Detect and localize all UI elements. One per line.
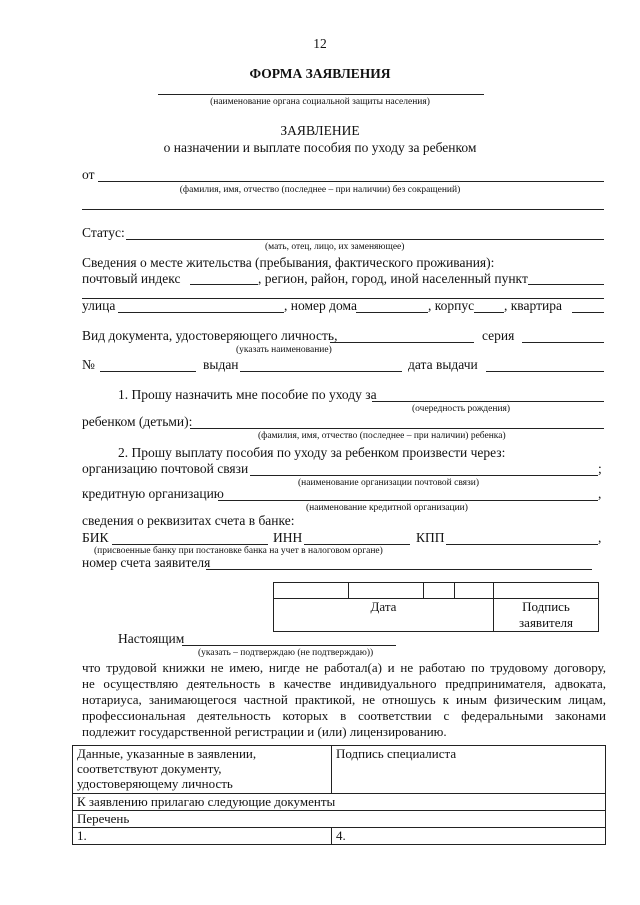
statement-subtitle: о назначении и выплате пособия по уходу за ребенком bbox=[163, 140, 477, 155]
building-label: , корпус bbox=[428, 298, 475, 313]
signature-header: Подпись заявителя bbox=[494, 599, 599, 632]
attached-docs-row: К заявлению прилагаю следующие документы bbox=[73, 794, 606, 811]
issued-label: выдан bbox=[203, 357, 239, 372]
declaration-line-5: подлежит государственной регистрации и (или) лицензированию. bbox=[82, 724, 447, 739]
account-field[interactable] bbox=[206, 569, 592, 570]
house-label: , номер дома bbox=[284, 298, 357, 313]
account-label: номер счета заявителя bbox=[82, 555, 211, 570]
series-field[interactable] bbox=[522, 342, 604, 343]
post-org-field[interactable] bbox=[250, 475, 598, 476]
issue-date-field[interactable] bbox=[486, 371, 604, 372]
postal-index-field[interactable] bbox=[190, 284, 258, 285]
credit-org-label: кредитную организацию bbox=[82, 486, 224, 501]
id-doc-caption: (указать наименование) bbox=[236, 345, 332, 355]
list-item-1[interactable]: 1. bbox=[73, 828, 332, 845]
date-header: Дата bbox=[274, 599, 494, 632]
specialist-table bbox=[72, 745, 606, 845]
list-item-4[interactable]: 4. bbox=[332, 828, 606, 845]
inn-field[interactable] bbox=[304, 544, 410, 545]
page-number: 12 bbox=[313, 36, 327, 51]
fio-caption: (фамилия, имя, отчество (последнее – при наличии) без сокращений) bbox=[179, 185, 461, 195]
date-cell-1[interactable] bbox=[274, 583, 349, 599]
date-cell-3[interactable] bbox=[424, 583, 455, 599]
status-caption: (мать, отец, лицо, их заменяющее) bbox=[265, 242, 405, 252]
post-org-label: организацию почтовой связи bbox=[82, 461, 249, 476]
number-field[interactable] bbox=[100, 371, 196, 372]
comma-2: , bbox=[598, 530, 602, 545]
child-label: ребенком (детьми): bbox=[82, 414, 193, 429]
bank-details-label: сведения о реквизитах счета в банке: bbox=[82, 513, 295, 528]
id-doc-label: Вид документа, удостоверяющего личность, bbox=[82, 328, 338, 343]
date-cell-4[interactable] bbox=[455, 583, 494, 599]
issue-date-label: дата выдачи bbox=[408, 357, 478, 372]
date-cell-2[interactable] bbox=[349, 583, 424, 599]
id-doc-field[interactable] bbox=[330, 342, 474, 343]
data-match-cell: Данные, указанные в заявлении, соответствуют документу, удостоверяющему личность bbox=[73, 746, 332, 794]
house-field[interactable] bbox=[356, 312, 428, 313]
org-caption: (наименование органа социальной защиты населения) bbox=[210, 97, 430, 107]
declaration-line-2: не осуществляю деятельность в качестве индивидуального предпринимателя, адвоката, bbox=[82, 676, 606, 691]
building-field[interactable] bbox=[474, 312, 504, 313]
child-caption: (фамилия, имя, отчество (последнее – при наличии) ребенка) bbox=[258, 431, 506, 441]
birth-order-caption: (очередность рождения) bbox=[412, 404, 511, 414]
region-field[interactable] bbox=[528, 284, 604, 285]
region-label: , регион, район, город, иной населенный пункт bbox=[258, 271, 528, 286]
inn-label: ИНН bbox=[273, 530, 303, 545]
bik-label: БИК bbox=[82, 530, 109, 545]
list-row: Перечень bbox=[73, 811, 606, 828]
residence-label: Сведения о месте жительства (пребывания, фактического проживания): bbox=[82, 255, 495, 270]
p2-text: 2. Прошу выплату пособия по уходу за ребенком произвести через: bbox=[118, 445, 506, 460]
bik-field[interactable] bbox=[112, 544, 268, 545]
date-signature-table bbox=[273, 582, 599, 632]
declaration-line-3: нотариуса, занимающегося частной практикой, не отношусь к иным физическим лицам, bbox=[82, 692, 606, 707]
fio-field-2[interactable] bbox=[82, 209, 604, 210]
series-label: серия bbox=[482, 328, 515, 343]
org-name-field[interactable] bbox=[158, 94, 484, 95]
specialist-signature-cell[interactable] bbox=[332, 746, 606, 794]
hereby-label: Настоящим bbox=[118, 631, 185, 646]
postal-index-label: почтовый индекс bbox=[82, 271, 181, 286]
from-label: от bbox=[82, 167, 95, 182]
specialist-signature-label: Подпись специалиста bbox=[336, 746, 457, 761]
apartment-label: , квартира bbox=[504, 298, 562, 313]
credit-org-field[interactable] bbox=[218, 500, 598, 501]
status-field[interactable] bbox=[126, 239, 604, 240]
declaration-line-4: профессиональная деятельность которых в соответствии с федеральными законами bbox=[82, 708, 606, 723]
bank-caption: (присвоенные банку при постановке банка на учет в налоговом органе) bbox=[94, 546, 383, 556]
declaration-line-1: что трудовой книжки не имею, нигде не работал(а) и не работаю по трудовому договору, bbox=[82, 660, 606, 675]
credit-org-caption: (наименование кредитной организации) bbox=[306, 503, 468, 513]
kpp-field[interactable] bbox=[446, 544, 598, 545]
p1-text: 1. Прошу назначить мне пособие по уходу за bbox=[118, 387, 377, 402]
statement-title: ЗАЯВЛЕНИЕ bbox=[280, 123, 360, 138]
post-org-caption: (наименование организации почтовой связи) bbox=[298, 478, 480, 488]
fio-field[interactable] bbox=[98, 181, 604, 182]
semicolon: ; bbox=[598, 461, 602, 476]
comma: , bbox=[598, 486, 602, 501]
kpp-label: КПП bbox=[416, 530, 445, 545]
status-label: Статус: bbox=[82, 225, 125, 240]
hereby-field[interactable] bbox=[182, 645, 396, 646]
child-field[interactable] bbox=[190, 428, 604, 429]
hereby-caption: (указать – подтверждаю (не подтверждаю)) bbox=[198, 648, 374, 658]
form-title: ФОРМА ЗАЯВЛЕНИЯ bbox=[249, 66, 391, 81]
declaration-text bbox=[82, 660, 606, 740]
street-label: улица bbox=[82, 298, 116, 313]
issued-field[interactable] bbox=[240, 371, 402, 372]
apartment-field[interactable] bbox=[572, 312, 604, 313]
signature-cell[interactable] bbox=[494, 583, 599, 599]
birth-order-field[interactable] bbox=[372, 401, 604, 402]
number-label: № bbox=[82, 357, 95, 372]
street-field[interactable] bbox=[118, 312, 284, 313]
